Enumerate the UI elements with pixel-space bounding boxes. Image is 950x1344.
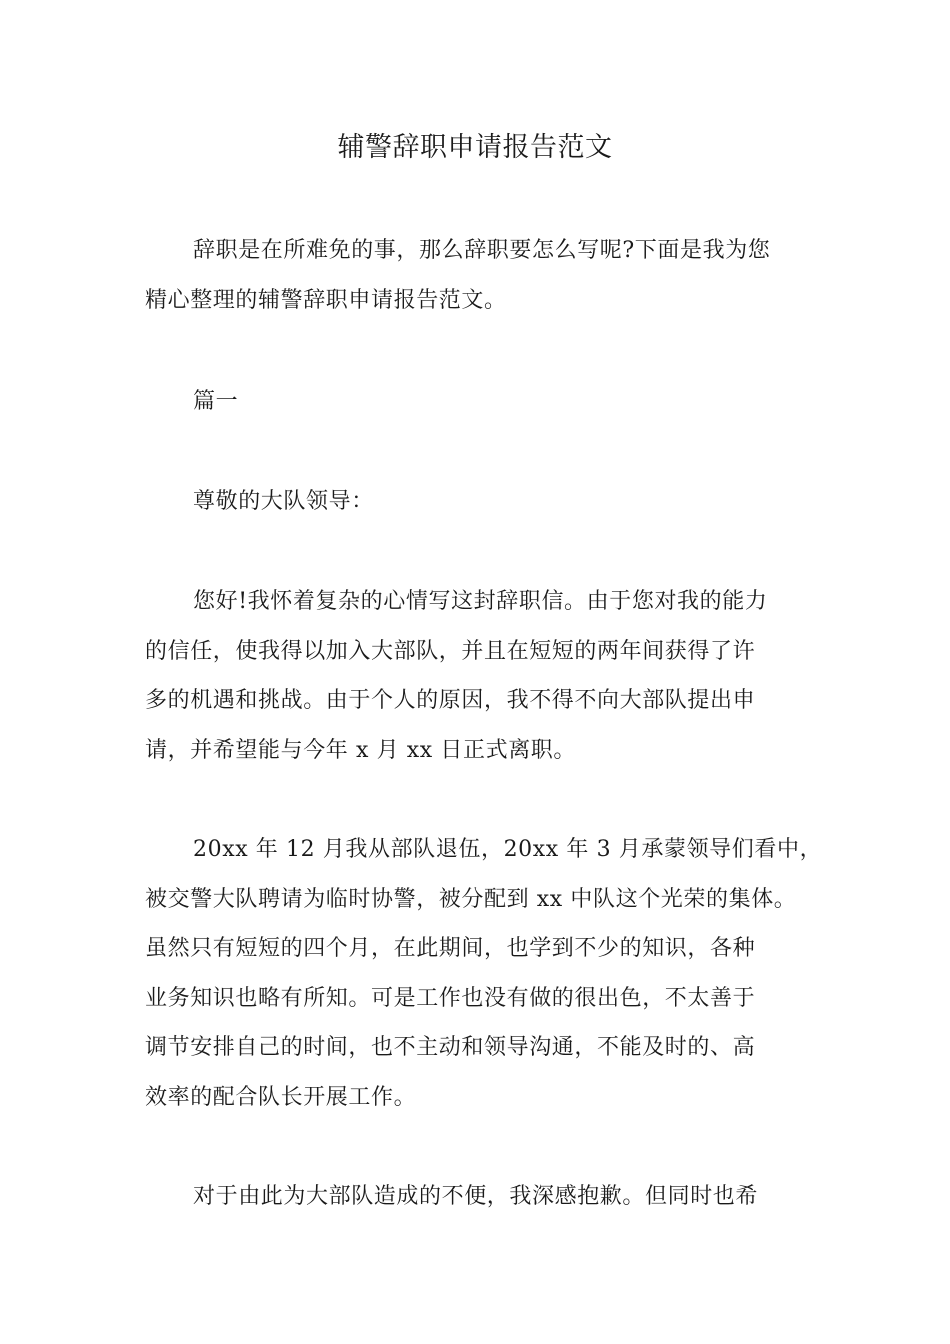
- intro-line: 辞职是在所难免的事，那么辞职要怎么写呢?下面是我为您: [193, 238, 771, 263]
- salutation: [145, 477, 810, 527]
- paragraph-line: 对于由此为大部队造成的不便，我深感抱歉。但同时也希: [193, 1184, 759, 1209]
- salutation-text: 尊敬的大队领导：: [193, 489, 374, 514]
- paragraph-line: 请，并希望能与今年 x 月 xx 日正式离职。: [145, 737, 576, 763]
- paragraph-line: 被交警大队聘请为临时协警，被分配到 xx 中队这个光荣的集体。: [145, 886, 797, 912]
- paragraph-line: 业务知识也略有所知。可是工作也没有做的很出色，不太善于: [145, 985, 756, 1011]
- paragraph-line: 多的机遇和挑战。由于个人的原因，我不得不向大部队提出申: [145, 688, 756, 713]
- paragraph-line: 虽然只有短短的四个月，在此期间，也学到不少的知识，各种: [145, 936, 756, 961]
- paragraph-3: [145, 1172, 810, 1222]
- section-heading: [145, 377, 810, 427]
- intro-paragraph: [145, 226, 810, 325]
- paragraph-line: 效率的配合队长开展工作。: [145, 1084, 417, 1110]
- paragraph-2: [145, 825, 823, 1122]
- paragraph-line: 调节安排自己的时间，也不主动和领导沟通，不能及时的、高: [145, 1035, 756, 1060]
- section-heading-text: 篇一: [193, 389, 239, 414]
- document-title: 辅警辞职申请报告范文: [337, 132, 613, 163]
- intro-line: 精心整理的辅警辞职申请报告范文。: [145, 287, 507, 313]
- paragraph-line: 20xx 年 12 月我从部队退伍，20xx 年 3 月承蒙领导们看中，: [193, 837, 823, 862]
- paragraph-line: 的信任，使我得以加入大部队，并且在短短的两年间获得了许: [145, 638, 756, 664]
- paragraph-1: [145, 577, 810, 775]
- paragraph-line: 您好!我怀着复杂的心情写这封辞职信。由于您对我的能力: [193, 589, 768, 614]
